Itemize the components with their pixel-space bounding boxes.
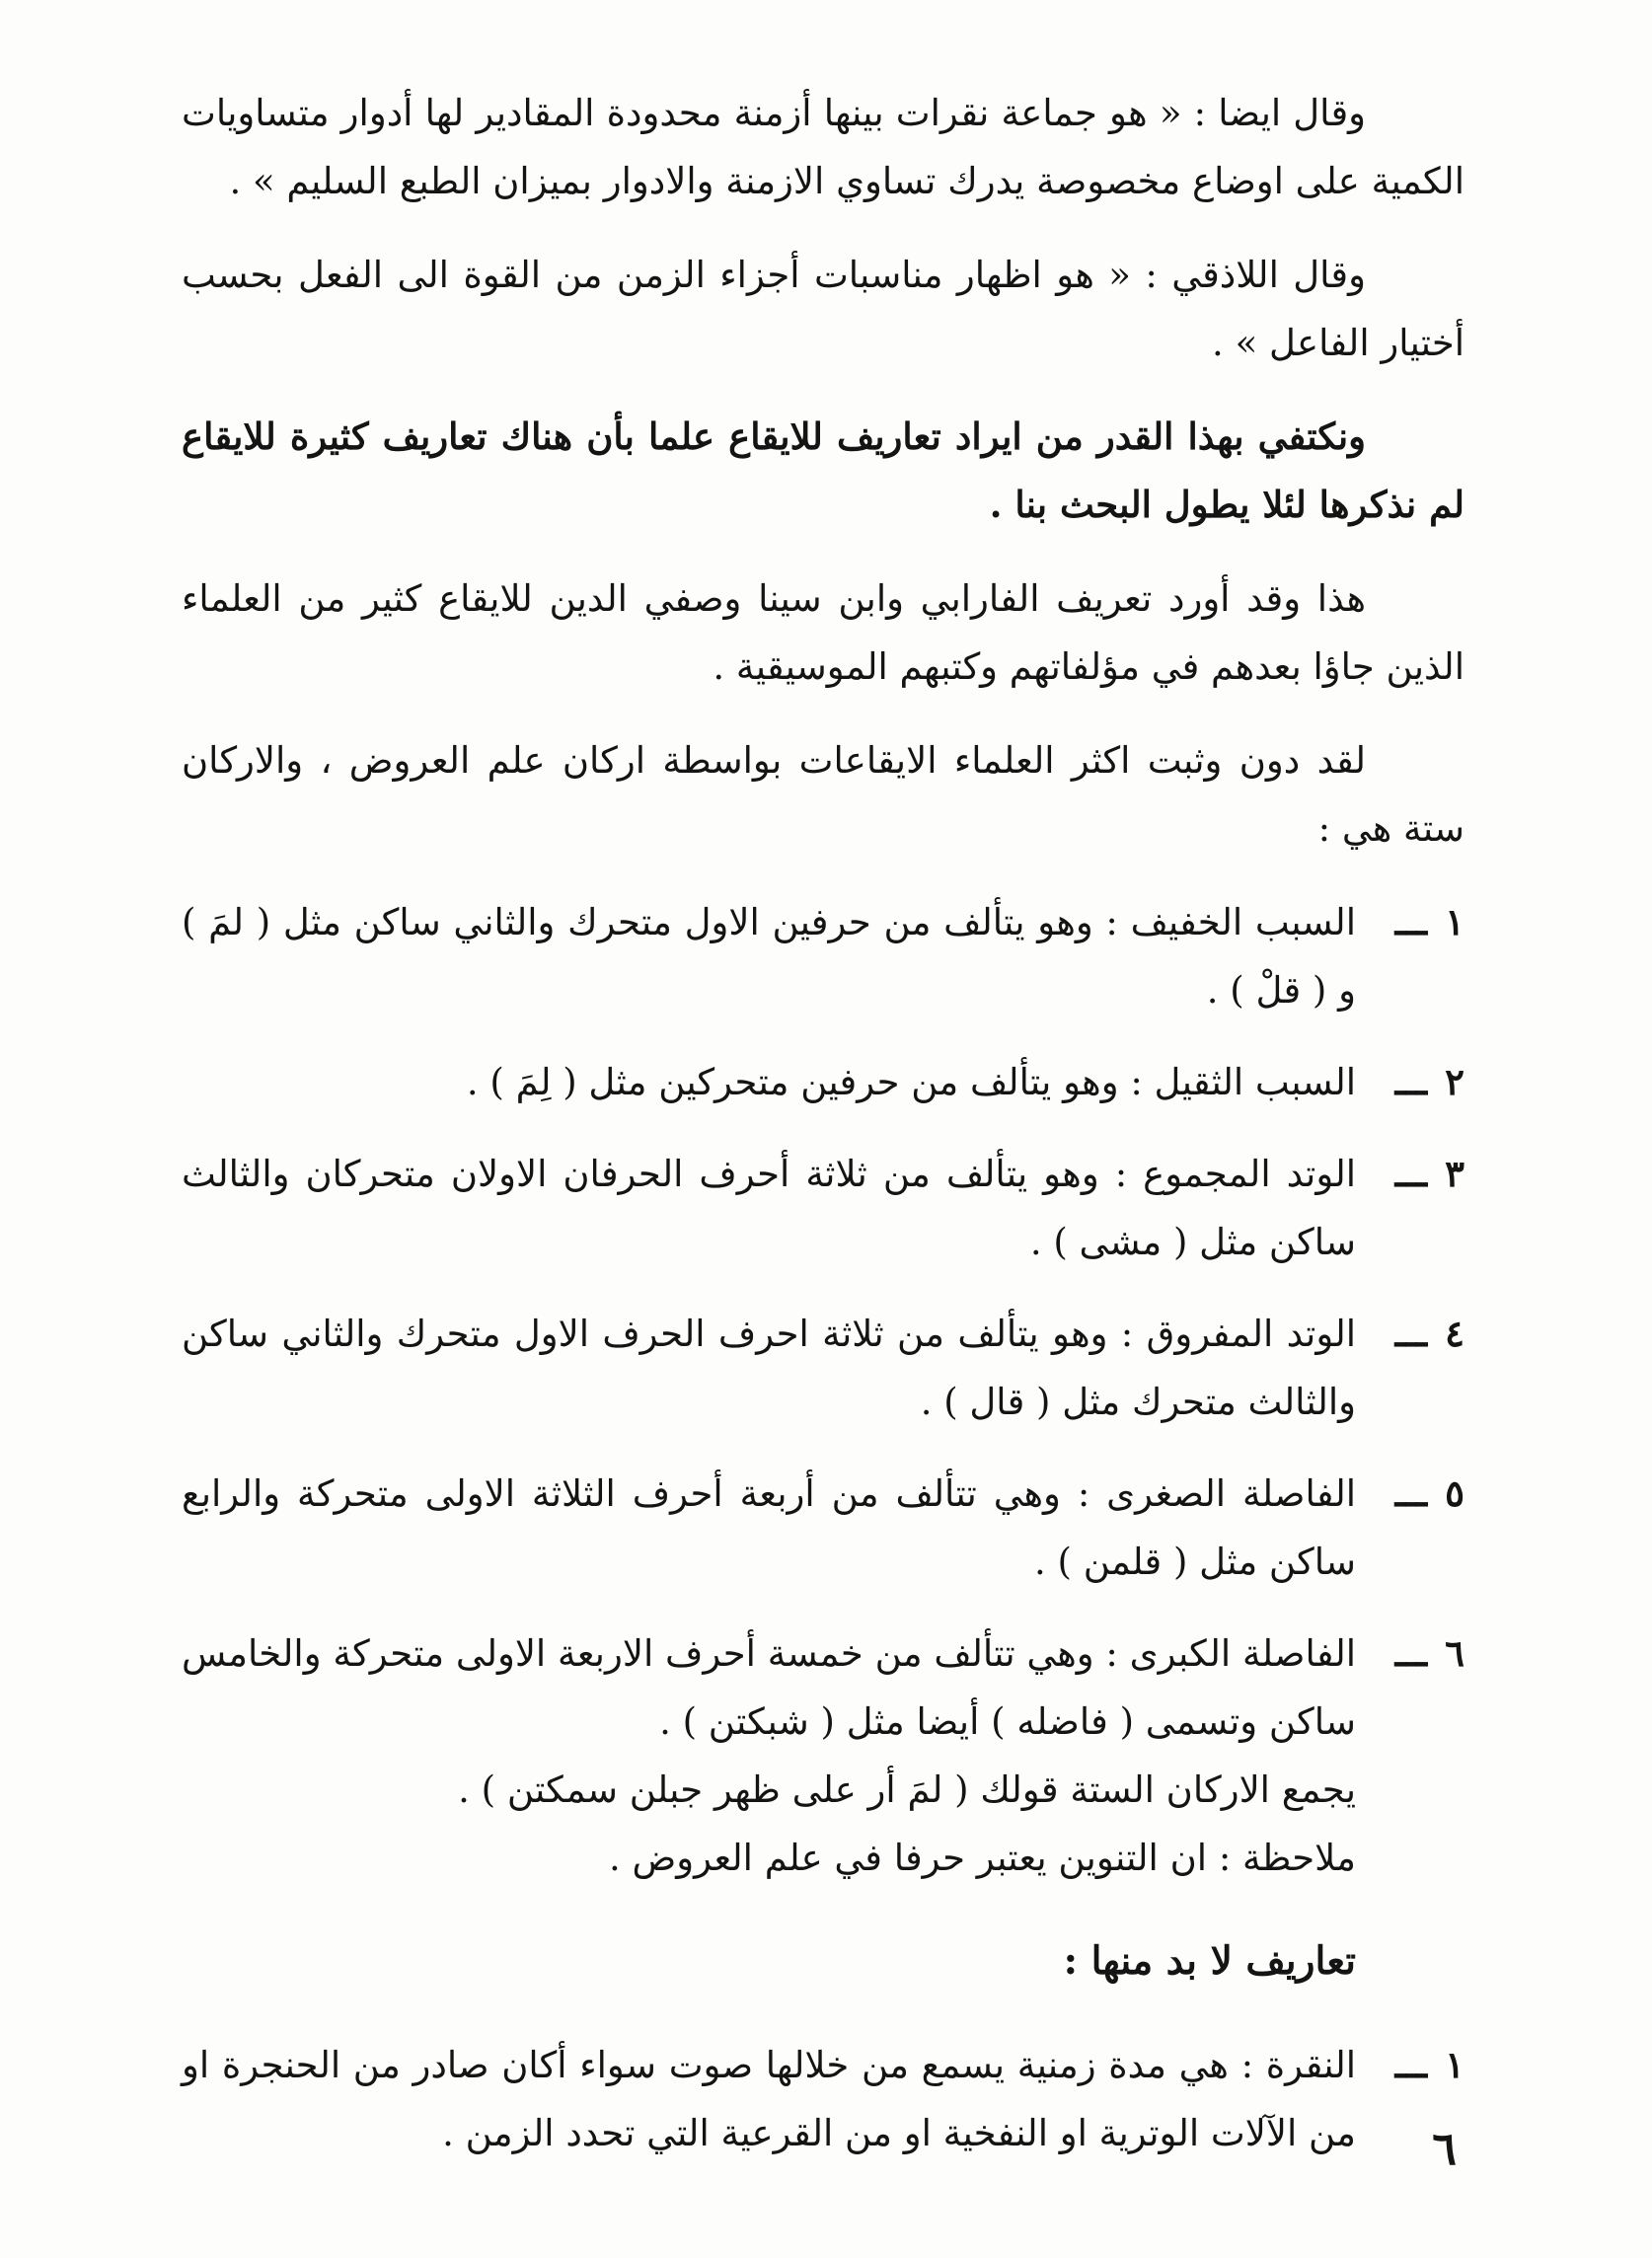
list-item: ٦ـــ الفاصلة الكبرى : وهي تتألف من خمسة أحرف الاربعة الاولى متحركة والخامس ساكن وتسمى ( فاضله ) أيضا مثل ( شبكتن ) . يجمع الاركان الستة قولك ( لمَ أر على ظهر جبلن سمكتن ) . ملاحظة : ان التنوين يعتبر حرفا في علم العروض . — [182, 1619, 1464, 1892]
paragraph: ونكتفي بهذا القدر من ايراد تعاريف للايقاع علما بأن هناك تعاريف كثيرة للايقاع لم نذكرها لئلا يطول البحث بنا . — [182, 414, 1464, 526]
item-number: ٥ — [1445, 1471, 1464, 1515]
list-item: ٥ـــ الفاصلة الصغرى : وهي تتألف من أربعة أحرف الثلاثة الاولى متحركة والرابع ساكن مثل ( قلمن ) . — [182, 1460, 1464, 1596]
paragraph: وقال اللاذقي : « هو اظهار مناسبات أجزاء الزمن من القوة الى الفعل بحسب أختيار الفاعل » . — [182, 254, 1464, 364]
item-number: ٦ — [1445, 1631, 1464, 1675]
list-item: ٣ـــ الوتد المجموع : وهو يتألف من ثلاثة أحرف الحرفان الاولان متحركان والثالث ساكن مثل ( مشى ) . — [182, 1140, 1464, 1276]
section-heading: تعاريف لا بد منها : — [1063, 1938, 1356, 1984]
item-note: ملاحظة : ان التنوين يعتبر حرفا في علم العروض . — [609, 1837, 1356, 1879]
item-number: ١ — [1445, 900, 1464, 943]
list-item: ١ـــ السبب الخفيف : وهو يتألف من حرفين الاول متحرك والثاني ساكن مثل ( لمَ ) و ( قلْ ) . — [182, 888, 1464, 1024]
paragraph: وقال ايضا : « هو جماعة نقرات بينها أزمنة محدودة المقادير لها أدوار متساويات الكمية على اوضاع مخصوصة يدرك تساوي الازمنة والادوار بميزان الطبع السليم » . — [182, 92, 1464, 202]
item-text: الوتد المجموع : وهو يتألف من ثلاثة أحرف الحرفان الاولان متحركان والثالث ساكن مثل ( مشى ) . — [182, 1153, 1356, 1263]
item-text: الفاصلة الصغرى : وهي تتألف من أربعة أحرف الثلاثة الاولى متحركة والرابع ساكن مثل ( قلمن ) . — [182, 1472, 1356, 1583]
text-column — [182, 79, 1464, 2191]
definition-text: النقرة : هي مدة زمنية يسمع من خلالها صوت سواء أكان صادر من الحنجرة او من الآلات الوترية او النفخية او من القرعية التي تحدد الزمن . — [182, 2044, 1356, 2154]
item-number: ٣ — [1445, 1152, 1464, 1195]
list-item: ٤ـــ الوتد المفروق : وهو يتألف من ثلاثة احرف الحرف الاول متحرك والثاني ساكن والثالث متحرك مثل ( قال ) . — [182, 1300, 1464, 1436]
definition-item: ١ـــ النقرة : هي مدة زمنية يسمع من خلالها صوت سواء أكان صادر من الحنجرة او من الآلات الوترية او النفخية او من القرعية التي تحدد الزمن . — [182, 2031, 1464, 2167]
page-number: ٦ — [1432, 2122, 1457, 2175]
paragraph: هذا وقد أورد تعريف الفارابي وابن سينا وصفي الدين للايقاع كثير من العلماء الذين جاؤا بعدهم في مؤلفاتهم وكتبهم الموسيقية . — [182, 577, 1464, 688]
item-number: ٢ — [1445, 1060, 1464, 1103]
item-text: السبب الثقيل : وهو يتألف من حرفين متحركين مثل ( لِمَ ) . — [466, 1061, 1356, 1103]
item-text: الوتد المفروق : وهو يتألف من ثلاثة احرف الحرف الاول متحرك والثاني ساكن والثالث متحرك مثل ( قال ) . — [182, 1313, 1356, 1423]
item-text: السبب الخفيف : وهو يتألف من حرفين الاول متحرك والثاني ساكن مثل ( لمَ ) و ( قلْ ) . — [182, 901, 1356, 1012]
paragraph: لقد دون وثبت اكثر العلماء الايقاعات بواسطة اركان علم العروض ، والاركان ستة هي : — [182, 739, 1464, 850]
item-number: ١ — [1445, 2043, 1464, 2086]
item-text: الفاصلة الكبرى : وهي تتألف من خمسة أحرف الاربعة الاولى متحركة والخامس ساكن وتسمى ( فاضله ) أيضا مثل ( شبكتن ) . — [182, 1632, 1356, 1743]
list-item: ٢ـــ السبب الثقيل : وهو يتألف من حرفين متحركين مثل ( لِمَ ) . — [182, 1048, 1464, 1116]
item-note: يجمع الاركان الستة قولك ( لمَ أر على ظهر جبلن سمكتن ) . — [458, 1769, 1356, 1811]
item-number: ٤ — [1445, 1312, 1464, 1355]
